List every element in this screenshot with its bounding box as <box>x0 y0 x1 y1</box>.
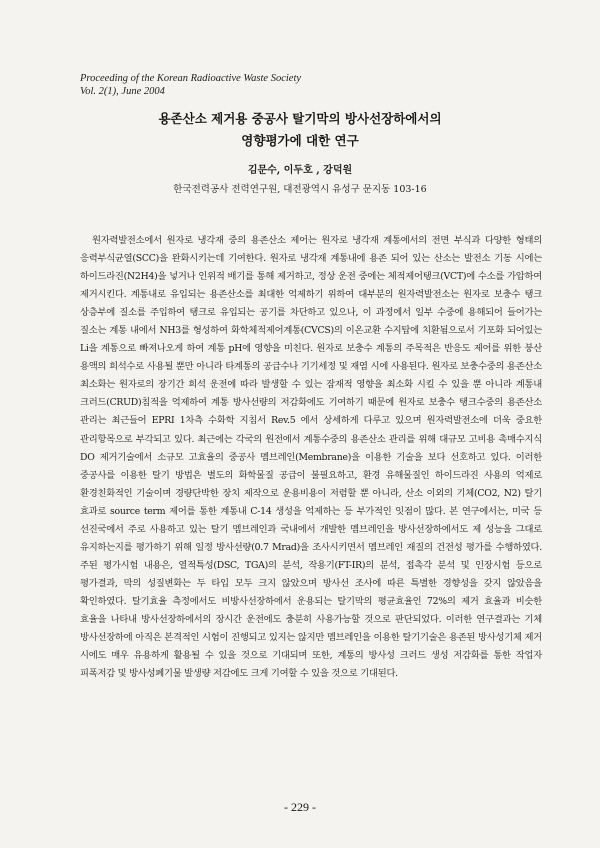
abstract-body <box>80 232 542 683</box>
journal-header <box>80 72 301 98</box>
journal-volume: Vol. 2(1), June 2004 <box>80 86 165 97</box>
paper-title <box>70 108 530 152</box>
abstract-paragraph: 원자력발전소에서 원자로 냉각재 중의 용존산소 제어는 원자로 냉각재 계통에서의 전면 부식과 다양한 형태의 응력부식균열(SCC)을 완화시키는데 기여한다. 원자로 냉각재 계통내에 용존 되어 있는 산소는 발전소 기동 시에는 하이드라진(N2H4)을 넣거나 인위적 배기를 통해 제거하고, 정상 운전 중에는 체적제어탱크(VCT)에 수소를 가압하여 제거시킨다. 계통내로 유입되는 용존산소를 최대한 억제하기 위하여 대부분의 원자력발전소는 원자로 보충수 탱크 상층부에 질소를 주입하여 탱크로 유입되는 공기를 차단하고 있으나, 이 과정에서 일부 수중에 용해되어 들어가는 질소는 계통 내에서 NH3를 형성하여 화학체적제어계통(CVCS)의 이온교환 수지탑에 치환됨으로서 기포화 되어있는 Li을 계통으로 빠져나오게 하여 계통 pH에 영향을 미친다. 원자로 보충수 계통의 주목적은 반응도 제어를 위한 붕산 용액의 희석수로 사용될 뿐만 아니라 타계통의 공급수나 기기세정 및 재염 시에 사용된다. 원자로 보충수중의 용존산소 최소화는 원자로의 장기간 희석 운전에 따라 발생할 수 있는 잠재적 영향을 최소화 시킬 수 있을 뿐 아니라 계통내 크러드(CRUD)침적을 억제하여 계통 방사선량의 저감화에도 기여하기 때문에 원자로 보충수 탱크수중의 용존산소 관리는 최근들어 EPRI 1차측 수화학 지침서 Rev.5 에서 상세하게 다루고 있으며 원자력발전소에 더욱 중요한 관리항목으로 부각되고 있다. 최근에는 각국의 원전에서 계통수중의 용존산소 관리를 위해 대규모 고비용 촉매수지식 DO 제거기술에서 소규모 고효율의 중공사 멤브레인(Membrane)을 이용한 기술을 보다 선호하고 있다. 이러한 중공사를 이용한 탈기 방법은 별도의 화학물질 공급이 불필요하고, 환경 유해물질인 하이드라진 사용의 억제로 환경친화적인 기술이며 경량단박한 장치 제작으로 운용비용이 저렴할 뿐 아니라, 산소 이외의 기체(CO2, N2) 탈기 효과로 source term 제어를 통한 계통내 C-14 생성을 억제하는 등 부가적인 잇점이 많다. 본 연구에서는, 미국 등 선진국에서 주로 사용하고 있는 탈기 멤브레인과 국내에서 개발한 멤브레인을 방사선장하에서도 제 성능을 그대로 유지하는지를 평가하기 위해 일정 방사선량(0.7 Mrad)을 조사시키면서 멤브레인 재질의 건전성 평가를 수행하였다. 주된 평가시험 내용은, 열적특성(DSC, TGA)의 분석, 작용기(FT-IR)의 분석, 접촉각 분석 및 인장시험 등으로 평가결과, 막의 성질변화는 두 타입 모두 크지 않았으며 방사선 조사에 따른 특별한 경향성을 갖지 않았음을 확인하였다. 탈기효율 측정에서도 비방사선장하에서 운용되는 탈기막의 평균효율인 72%의 제거 효율과 비슷한 효율을 나타내 방사선장하에서의 장시간 운전에도 충분히 사용가능할 것으로 판단되었다. 이러한 연구결과는 기체 방사선장하에 아직은 본격적인 시험이 진행되고 있지는 않지만 멤브레인을 이용한 탈기기술은 용존된 방사성기체 제거 시에도 매우 유용하게 활용될 수 있을 것으로 기대되며 또한, 계통의 방사성 크러드 생성 저감화를 통한 작업자 피폭저감 및 방사성폐기물 발생량 저감에도 크게 기여할 수 있을 것으로 기대된다. <box>80 235 542 680</box>
title-line-2: 영향평가에 대한 연구 <box>241 133 359 148</box>
affiliation: 한국전력공사 전력연구원, 대전광역시 유성구 문지동 103-16 <box>173 184 427 195</box>
page-number: - 229 - <box>284 800 316 814</box>
title-line-1: 용존산소 제거용 중공사 탈기막의 방사선장하에서의 <box>158 111 442 126</box>
journal-name: Proceeding of the Korean Radioactive Waste Society <box>80 73 302 84</box>
authors: 김문수, 이두호 , 강덕원 <box>247 165 353 176</box>
